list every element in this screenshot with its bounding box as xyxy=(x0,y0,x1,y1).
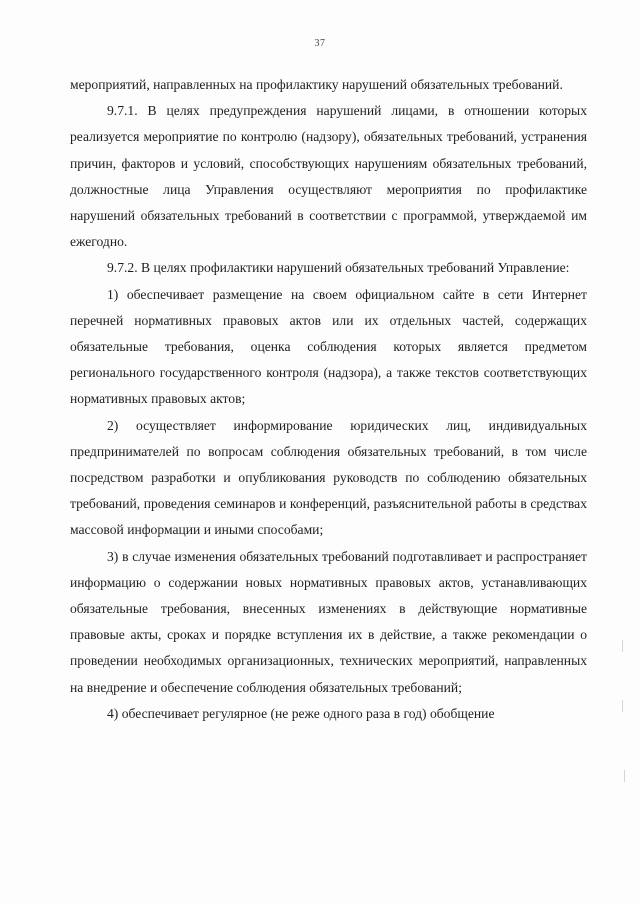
list-item-4: 4) обеспечивает регулярное (не реже одного раза в год) обобщение xyxy=(107,705,495,721)
paragraph-9-7-1: 9.7.1. В целях предупреждения нарушений лицами, в отношении которых реализуется мероприятие по контролю (надзору), обязательных требований, устранения причин, факторов и условий, способствующих нарушениям обязательных требований, должностные лица Управления осуществляют мероприятия по профилактике нарушений обязательных требований в соответствии с программой, утверждаемой им ежегодно. xyxy=(70,103,587,250)
list-item-3: 3) в случае изменения обязательных требований подготавливает и распространяет информацию о содержании новых нормативных правовых актов, устанавливающих обязательные требования, внесенных изменениях в действующие нормативные правовые акты, сроках и порядке вступления их в действие, а также рекомендации о проведении необходимых организационных, технических мероприятий, направленных на внедрение и обеспечение соблюдения обязательных требований; xyxy=(70,548,587,695)
scan-artifact xyxy=(622,640,623,652)
document-body xyxy=(70,72,587,727)
paragraph-continuation: мероприятий, направленных на профилактику нарушений обязательных требований. xyxy=(70,77,563,92)
scan-artifact xyxy=(624,770,625,782)
paragraph-9-7-2: 9.7.2. В целях профилактики нарушений обязательных требований Управление: xyxy=(107,260,570,276)
page-number: 37 xyxy=(314,38,326,49)
list-item-2: 2) осуществляет информирование юридических лиц, индивидуальных предпринимателей по вопросам соблюдения обязательных требований, в том числе посредством разработки и опубликования руководств по соблюдению обязательных требований, проведения семинаров и конференций, разъяснительной работы в средствах массовой информации и иными способами; xyxy=(70,417,587,538)
list-item-1: 1) обеспечивает размещение на своем официальном сайте в сети Интернет перечней нормативных правовых актов или их отдельных частей, содержащих обязательные требования, оценка соблюдения которых является предметом регионального государственного контроля (надзора), а также текстов соответствующих нормативных правовых актов; xyxy=(70,286,587,407)
scan-artifact xyxy=(622,700,623,712)
